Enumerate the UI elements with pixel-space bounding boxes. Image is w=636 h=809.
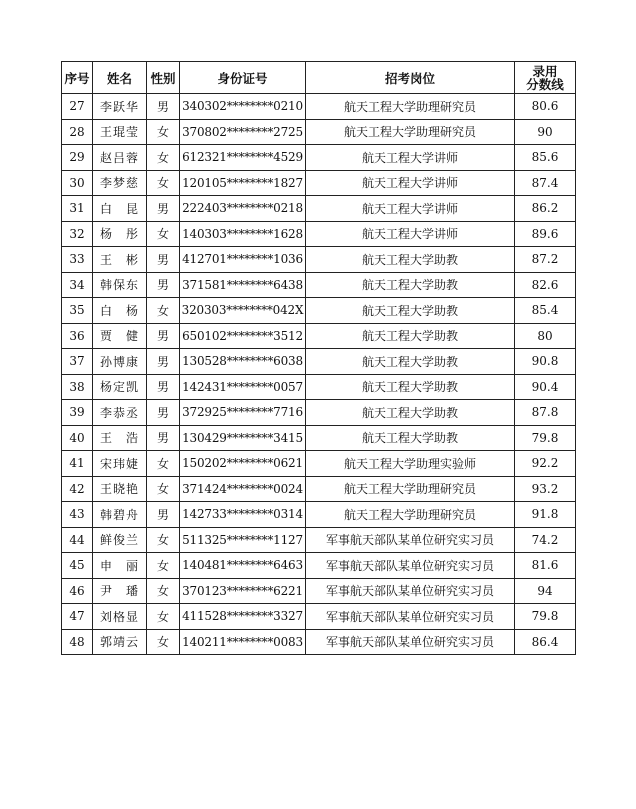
cell-score: 93.2 bbox=[515, 476, 576, 502]
cell-seq: 31 bbox=[62, 196, 93, 222]
cell-seq: 35 bbox=[62, 298, 93, 324]
cell-gender: 男 bbox=[147, 374, 180, 400]
table-row bbox=[62, 604, 576, 630]
table-row bbox=[62, 119, 576, 145]
cell-gender: 女 bbox=[147, 451, 180, 477]
cell-name: 王 彬 bbox=[93, 247, 147, 273]
cell-id: 140303********1628 bbox=[180, 221, 306, 247]
cell-position: 军事航天部队某单位研究实习员 bbox=[306, 604, 515, 630]
cell-position: 航天工程大学助教 bbox=[306, 247, 515, 273]
cell-gender: 女 bbox=[147, 629, 180, 655]
table-row bbox=[62, 425, 576, 451]
cell-gender: 女 bbox=[147, 170, 180, 196]
cell-seq: 30 bbox=[62, 170, 93, 196]
table-row bbox=[62, 578, 576, 604]
cell-score: 80 bbox=[515, 323, 576, 349]
table-row bbox=[62, 502, 576, 528]
cell-name: 鲜俊兰 bbox=[93, 527, 147, 553]
cell-position: 军事航天部队某单位研究实习员 bbox=[306, 629, 515, 655]
cell-gender: 女 bbox=[147, 604, 180, 630]
header-score-line2: 分数线 bbox=[526, 76, 564, 92]
table-row bbox=[62, 400, 576, 426]
cell-position: 航天工程大学助教 bbox=[306, 323, 515, 349]
cell-seq: 48 bbox=[62, 629, 93, 655]
cell-gender: 男 bbox=[147, 425, 180, 451]
cell-seq: 46 bbox=[62, 578, 93, 604]
cell-id: 370802********2725 bbox=[180, 119, 306, 145]
cell-position: 军事航天部队某单位研究实习员 bbox=[306, 527, 515, 553]
header-position: 招考岗位 bbox=[306, 62, 515, 94]
table-row bbox=[62, 94, 576, 120]
cell-id: 340302********0210 bbox=[180, 94, 306, 120]
cell-id: 130429********3415 bbox=[180, 425, 306, 451]
cell-score: 85.6 bbox=[515, 145, 576, 171]
cell-score: 87.4 bbox=[515, 170, 576, 196]
admission-table bbox=[61, 61, 576, 655]
cell-seq: 29 bbox=[62, 145, 93, 171]
cell-name: 郭靖云 bbox=[93, 629, 147, 655]
cell-name: 杨定凯 bbox=[93, 374, 147, 400]
cell-id: 140211********0083 bbox=[180, 629, 306, 655]
cell-name: 孙博康 bbox=[93, 349, 147, 375]
cell-id: 411528********3327 bbox=[180, 604, 306, 630]
cell-id: 142733********0314 bbox=[180, 502, 306, 528]
cell-seq: 39 bbox=[62, 400, 93, 426]
table-row bbox=[62, 196, 576, 222]
cell-score: 81.6 bbox=[515, 553, 576, 579]
cell-seq: 43 bbox=[62, 502, 93, 528]
cell-seq: 41 bbox=[62, 451, 93, 477]
cell-name: 白 昆 bbox=[93, 196, 147, 222]
cell-score: 90.4 bbox=[515, 374, 576, 400]
cell-position: 航天工程大学助理研究员 bbox=[306, 94, 515, 120]
cell-score: 85.4 bbox=[515, 298, 576, 324]
cell-name: 贾 健 bbox=[93, 323, 147, 349]
header-gender: 性别 bbox=[147, 62, 180, 94]
cell-seq: 37 bbox=[62, 349, 93, 375]
cell-id: 372925********7716 bbox=[180, 400, 306, 426]
table-row bbox=[62, 476, 576, 502]
table-row bbox=[62, 221, 576, 247]
table-row bbox=[62, 247, 576, 273]
table-row bbox=[62, 629, 576, 655]
cell-name: 李梦慈 bbox=[93, 170, 147, 196]
table-row bbox=[62, 553, 576, 579]
cell-name: 赵吕蓉 bbox=[93, 145, 147, 171]
cell-id: 511325********1127 bbox=[180, 527, 306, 553]
header-id: 身份证号 bbox=[180, 62, 306, 94]
header-row bbox=[62, 62, 576, 94]
cell-score: 90.8 bbox=[515, 349, 576, 375]
cell-gender: 女 bbox=[147, 221, 180, 247]
cell-id: 370123********6221 bbox=[180, 578, 306, 604]
cell-gender: 男 bbox=[147, 196, 180, 222]
cell-score: 92.2 bbox=[515, 451, 576, 477]
cell-score: 80.6 bbox=[515, 94, 576, 120]
cell-name: 王晓艳 bbox=[93, 476, 147, 502]
cell-seq: 40 bbox=[62, 425, 93, 451]
cell-name: 王 浩 bbox=[93, 425, 147, 451]
header-seq: 序号 bbox=[62, 62, 93, 94]
table-row bbox=[62, 298, 576, 324]
cell-score: 79.8 bbox=[515, 425, 576, 451]
cell-gender: 女 bbox=[147, 578, 180, 604]
cell-position: 航天工程大学助理实验师 bbox=[306, 451, 515, 477]
cell-seq: 47 bbox=[62, 604, 93, 630]
table-row bbox=[62, 323, 576, 349]
cell-gender: 男 bbox=[147, 247, 180, 273]
cell-position: 军事航天部队某单位研究实习员 bbox=[306, 553, 515, 579]
table-row bbox=[62, 145, 576, 171]
cell-score: 87.8 bbox=[515, 400, 576, 426]
cell-score: 82.6 bbox=[515, 272, 576, 298]
cell-score: 87.2 bbox=[515, 247, 576, 273]
header-score-line1: 录用 bbox=[532, 63, 558, 79]
cell-seq: 45 bbox=[62, 553, 93, 579]
cell-id: 142431********0057 bbox=[180, 374, 306, 400]
header-score bbox=[515, 62, 576, 94]
cell-name: 尹 璠 bbox=[93, 578, 147, 604]
cell-gender: 男 bbox=[147, 349, 180, 375]
cell-id: 130528********6038 bbox=[180, 349, 306, 375]
cell-score: 74.2 bbox=[515, 527, 576, 553]
cell-seq: 32 bbox=[62, 221, 93, 247]
cell-name: 李恭丞 bbox=[93, 400, 147, 426]
table-row bbox=[62, 451, 576, 477]
cell-name: 韩保东 bbox=[93, 272, 147, 298]
table-row bbox=[62, 349, 576, 375]
cell-gender: 女 bbox=[147, 145, 180, 171]
table-row bbox=[62, 170, 576, 196]
cell-gender: 男 bbox=[147, 400, 180, 426]
cell-seq: 42 bbox=[62, 476, 93, 502]
cell-id: 150202********0621 bbox=[180, 451, 306, 477]
cell-seq: 34 bbox=[62, 272, 93, 298]
cell-score: 86.4 bbox=[515, 629, 576, 655]
cell-gender: 男 bbox=[147, 94, 180, 120]
cell-gender: 女 bbox=[147, 298, 180, 324]
cell-position: 航天工程大学助教 bbox=[306, 425, 515, 451]
cell-score: 79.8 bbox=[515, 604, 576, 630]
header-name: 姓名 bbox=[93, 62, 147, 94]
cell-score: 91.8 bbox=[515, 502, 576, 528]
cell-seq: 28 bbox=[62, 119, 93, 145]
cell-id: 371424********0024 bbox=[180, 476, 306, 502]
cell-score: 94 bbox=[515, 578, 576, 604]
cell-score: 89.6 bbox=[515, 221, 576, 247]
cell-name: 申 丽 bbox=[93, 553, 147, 579]
cell-name: 宋玮婕 bbox=[93, 451, 147, 477]
cell-name: 白 杨 bbox=[93, 298, 147, 324]
cell-id: 222403********0218 bbox=[180, 196, 306, 222]
cell-id: 140481********6463 bbox=[180, 553, 306, 579]
cell-seq: 27 bbox=[62, 94, 93, 120]
cell-id: 412701********1036 bbox=[180, 247, 306, 273]
table-row bbox=[62, 374, 576, 400]
cell-id: 371581********6438 bbox=[180, 272, 306, 298]
cell-position: 航天工程大学讲师 bbox=[306, 145, 515, 171]
cell-name: 刘格显 bbox=[93, 604, 147, 630]
cell-gender: 男 bbox=[147, 323, 180, 349]
cell-position: 航天工程大学讲师 bbox=[306, 196, 515, 222]
cell-seq: 33 bbox=[62, 247, 93, 273]
cell-seq: 38 bbox=[62, 374, 93, 400]
cell-gender: 女 bbox=[147, 553, 180, 579]
cell-gender: 男 bbox=[147, 502, 180, 528]
cell-gender: 女 bbox=[147, 119, 180, 145]
cell-position: 航天工程大学助理研究员 bbox=[306, 476, 515, 502]
cell-id: 612321********4529 bbox=[180, 145, 306, 171]
cell-name: 杨 彤 bbox=[93, 221, 147, 247]
cell-gender: 男 bbox=[147, 272, 180, 298]
cell-id: 650102********3512 bbox=[180, 323, 306, 349]
cell-position: 航天工程大学助教 bbox=[306, 374, 515, 400]
cell-seq: 44 bbox=[62, 527, 93, 553]
cell-id: 120105********1827 bbox=[180, 170, 306, 196]
cell-position: 航天工程大学讲师 bbox=[306, 221, 515, 247]
cell-position: 航天工程大学助教 bbox=[306, 400, 515, 426]
cell-gender: 女 bbox=[147, 476, 180, 502]
cell-position: 航天工程大学助教 bbox=[306, 349, 515, 375]
cell-score: 90 bbox=[515, 119, 576, 145]
cell-name: 韩碧舟 bbox=[93, 502, 147, 528]
cell-position: 航天工程大学助理研究员 bbox=[306, 119, 515, 145]
cell-position: 军事航天部队某单位研究实习员 bbox=[306, 578, 515, 604]
cell-id: 320303********042X bbox=[180, 298, 306, 324]
cell-name: 李跃华 bbox=[93, 94, 147, 120]
table-row bbox=[62, 527, 576, 553]
cell-position: 航天工程大学讲师 bbox=[306, 170, 515, 196]
cell-score: 86.2 bbox=[515, 196, 576, 222]
cell-gender: 女 bbox=[147, 527, 180, 553]
cell-name: 王琨莹 bbox=[93, 119, 147, 145]
cell-position: 航天工程大学助教 bbox=[306, 272, 515, 298]
table-row bbox=[62, 272, 576, 298]
cell-position: 航天工程大学助理研究员 bbox=[306, 502, 515, 528]
cell-position: 航天工程大学助教 bbox=[306, 298, 515, 324]
cell-seq: 36 bbox=[62, 323, 93, 349]
